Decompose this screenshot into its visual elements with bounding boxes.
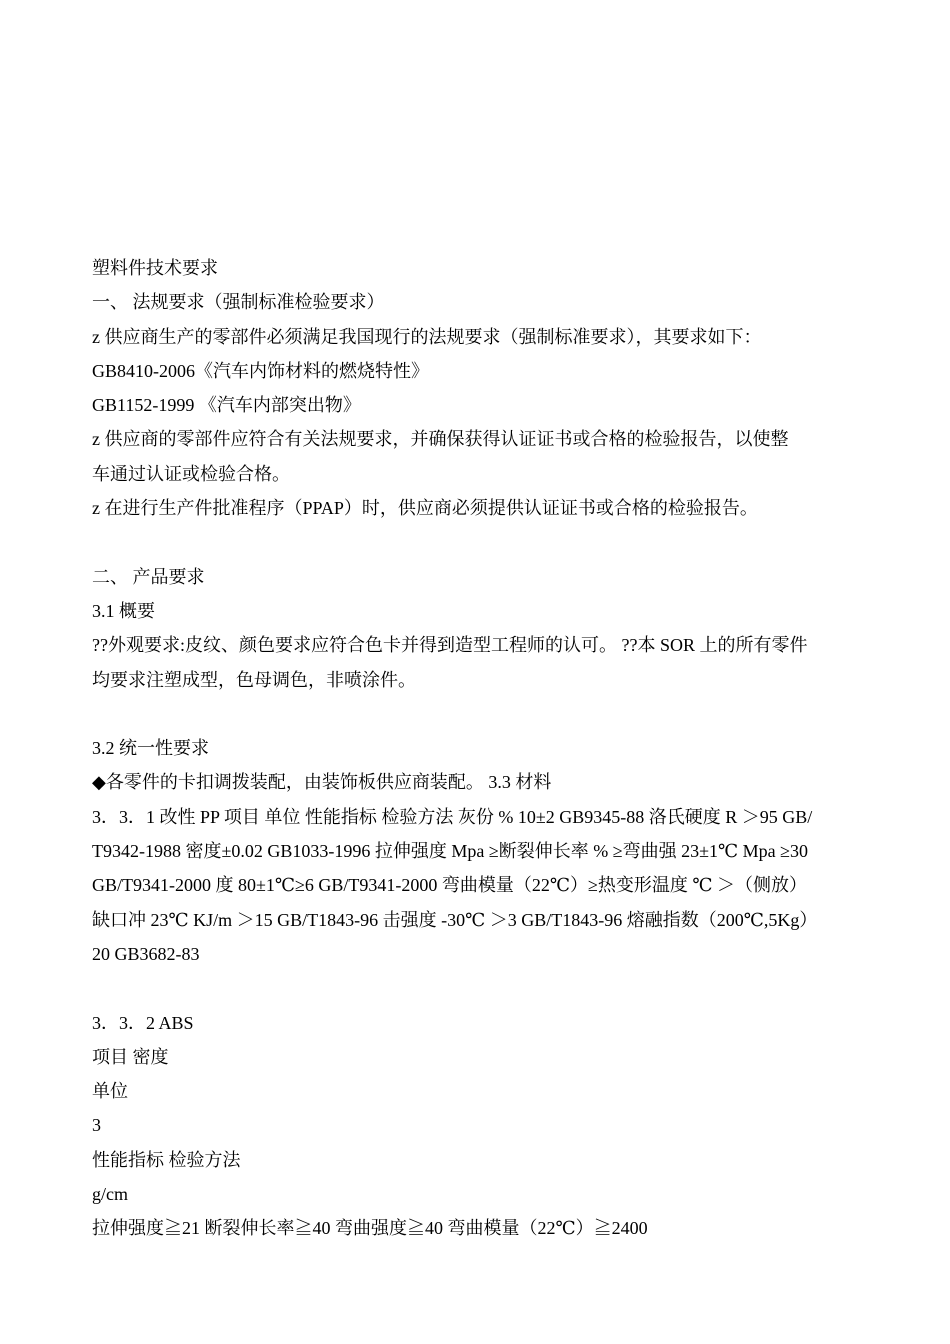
blank-line [92,525,860,559]
abs-line1: 项目 密度 [92,1046,169,1067]
section2-heading: 二、 产品要求 [92,566,205,587]
pp-spec-line5: 20 GB3682-83 [92,943,200,964]
subsection-3-2-heading: 3.2 统一性要求 [92,738,209,759]
pp-spec-line2: T9342-1988 密度±0.02 GB1033-1996 拉伸强度 Mpa ≥断裂伸长率 % ≥弯曲强 23±1℃ Mpa ≥30 [92,841,808,862]
pp-spec-line1: 3．3．1 改性 PP 项目 单位 性能指标 检验方法 灰份 % 10±2 GB9345-88 洛氏硬度 R ＞95 GB/ [92,806,813,827]
standard-gb1152: GB1152-1999 《汽车内部突出物》 [92,395,361,416]
abs-line5: g/cm [92,1184,128,1205]
subsection-3-2-line: ◆各零件的卡扣调拨装配，由装饰板供应商装配。 3.3 材料 [92,772,552,793]
pp-spec-line4: 缺口冲 23℃ KJ/m ＞15 GB/T1843-96 击强度 -30℃ ＞3 GB/T1843-96 熔融指数（200℃,5Kg） [92,909,818,930]
blank-line [92,971,860,1005]
document-title: 塑料件技术要求 [92,258,218,278]
section1-para1: z 供应商生产的零部件必须满足我国现行的法规要求（强制标准要求），其要求如下： [92,326,762,347]
abs-line3: 3 [92,1115,101,1136]
abs-heading: 3．3．2 ABS [92,1012,194,1033]
subsection-3-1-heading: 3.1 概要 [92,600,155,621]
abs-line2: 单位 [92,1081,128,1102]
subsection-3-1-line2: 均要求注塑成型，色母调色，非喷涂件。 [92,669,416,690]
section1-para2-line2: 车通过认证或检验合格。 [92,463,290,484]
subsection-3-1-line1: ??外观要求:皮纹、颜色要求应符合色卡并得到造型工程师的认可。 ??本 SOR 上的所有零件 [92,635,808,656]
abs-line4: 性能指标 检验方法 [92,1149,241,1170]
section1-para3: z 在进行生产件批准程序（PPAP）时，供应商必须提供认证证书或合格的检验报告。 [92,498,758,519]
document-body [92,251,860,1246]
abs-line6: 拉伸强度≧21 断裂伸长率≧40 弯曲强度≧40 弯曲模量（22℃）≧2400 [92,1218,648,1239]
section1-para2-line1: z 供应商的零部件应符合有关法规要求，并确保获得认证证书或合格的检验报告，以使整 [92,429,789,450]
pp-spec-line3: GB/T9341-2000 度 80±1℃≥6 GB/T9341-2000 弯曲模量（22℃）≥热变形温度 ℃ ＞（侧放） [92,875,808,896]
standard-gb8410: GB8410-2006《汽车内饰材料的燃烧特性》 [92,360,429,381]
blank-line [92,697,860,731]
section1-heading: 一、 法规要求（强制标准检验要求） [92,292,385,313]
